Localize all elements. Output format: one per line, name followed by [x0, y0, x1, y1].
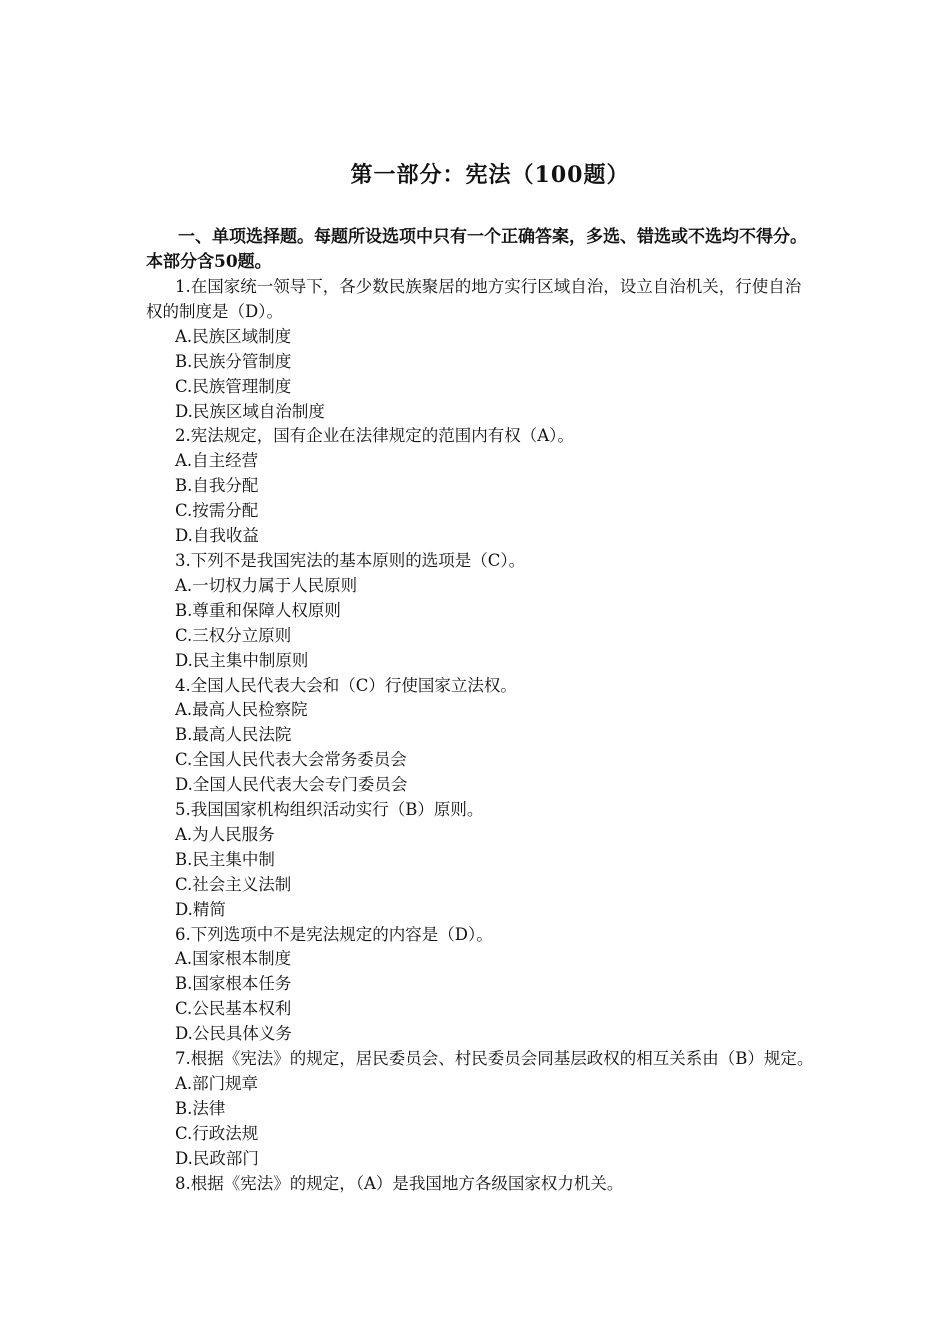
question-option: D.全国人民代表大会专门委员会 — [175, 775, 408, 795]
question-option: D.公民具体义务 — [175, 1024, 292, 1044]
question-option: A.部门规章 — [175, 1074, 259, 1093]
question-option: D.民主集中制原则 — [175, 650, 309, 670]
question-option: B.最高人民法院 — [175, 725, 292, 745]
question-option: B.尊重和保障人权原则 — [175, 600, 341, 620]
question-option: A.为人民服务 — [175, 824, 275, 844]
question-text: 7.根据《宪法》的规定，居民委员会、村民委员会同基层政权的相互关系由（B）规定。 — [175, 1049, 814, 1069]
question-text: 1.在国家统一领导下，各少数民族聚居的地方实行区域自治，设立自治机关，行使自治权的制度是（D）。 — [146, 277, 802, 321]
question-option: A.民族区域制度 — [175, 326, 292, 346]
question-option: C.全国人民代表大会常务委员会 — [175, 750, 407, 770]
question-option: A.国家根本制度 — [175, 949, 292, 969]
question-option: B.法律 — [175, 1098, 226, 1118]
question-option: D.精简 — [175, 899, 226, 919]
question-option: C.社会主义法制 — [175, 874, 292, 894]
question-option: D.民族区域自治制度 — [175, 401, 325, 421]
question-option: B.自我分配 — [175, 476, 259, 496]
question-text: 8.根据《宪法》的规定，（A）是我国地方各级国家权力机关。 — [175, 1173, 624, 1193]
page-title: 第一部分：宪法（100题） — [350, 162, 630, 188]
section-instructions: 一、单项选择题。每题所设选项中只有一个正确答案，多选、错选或不选均不得分。本部分含50题。 — [146, 227, 807, 272]
question-text: 4.全国人民代表大会和（C）行使国家立法权。 — [175, 675, 517, 695]
question-option: A.一切权力属于人民原则 — [175, 575, 358, 595]
question-text: 3.下列不是我国宪法的基本原则的选项是（C）。 — [175, 550, 526, 570]
question-option: D.自我收益 — [175, 526, 259, 546]
question-option: D.民政部门 — [175, 1148, 259, 1168]
question-text: 6.下列选项中不是宪法规定的内容是（D）。 — [175, 924, 493, 944]
question-option: B.民主集中制 — [175, 849, 275, 869]
question-option: C.三权分立原则 — [175, 625, 292, 645]
question-option: A.自主经营 — [175, 451, 259, 471]
question-text: 5.我国国家机构组织活动实行（B）原则。 — [175, 800, 484, 820]
question-option: A.最高人民检察院 — [175, 700, 308, 720]
question-option: C.行政法规 — [175, 1123, 259, 1143]
question-option: C.公民基本权利 — [175, 999, 292, 1019]
question-list — [146, 275, 816, 1197]
question-option: C.民族管理制度 — [175, 376, 292, 396]
question-text: 2.宪法规定，国有企业在法律规定的范围内有权（A）。 — [175, 426, 574, 446]
question-option: B.国家根本任务 — [175, 974, 292, 994]
question-option: C.按需分配 — [175, 501, 259, 521]
question-option: B.民族分管制度 — [175, 351, 292, 371]
